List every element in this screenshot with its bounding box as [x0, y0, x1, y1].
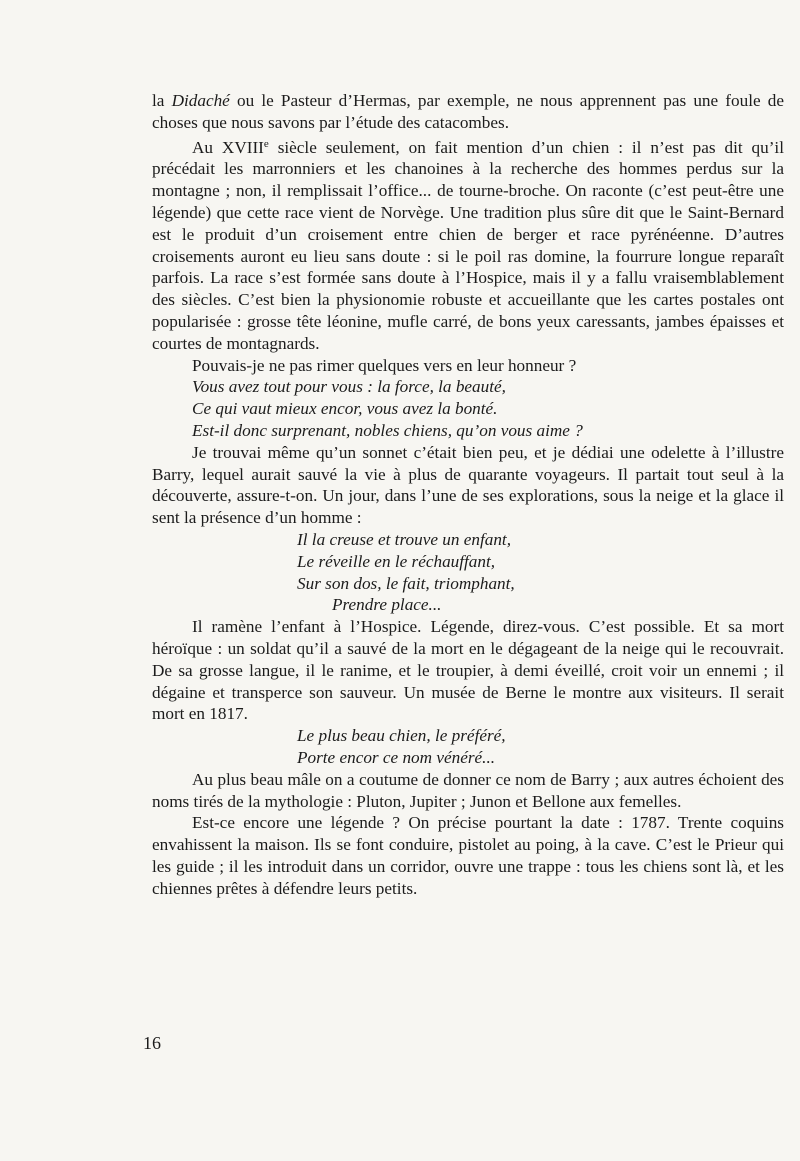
- paragraph-1: [152, 90, 784, 134]
- verse-block-3: [152, 725, 784, 769]
- paragraph-2: [152, 134, 784, 355]
- verse-block-1: [152, 376, 784, 441]
- p2-rest: siècle seulement, on fait mention d’un chien : il n’est pas dit qu’il précédait les marronniers et les chanoines à la recherche des hommes perdus sur la montagne ; non, il remplissait l’office... de tourne-broche. On raconte (c’est peut-être une légende) que cette race vient de Norvège. Une tradition plus sûre dit que le Saint-Bernard est le produit d’un croisement entre chien de berger et race pyrénéenne. D’autres croisements auront eu lieu sans doute : si le poil ras domine, la fourrure longue reparaît parfois. La race s’est formée sans doute à l’Hospice, mais il y a fallu vraisemblablement des siècles. C’est bien la physionomie robuste et accueillante que les cartes postales ont popularisée : grosse tête léonine, mufle carré, de bons yeux caressants, jambes épaisses et courtes de montagnards.: [152, 137, 784, 353]
- p1-title-italic: Didaché: [171, 91, 230, 110]
- paragraph-4: Je trouvai même qu’un sonnet c’était bien peu, et je dédiai une odelette à l’illustre Barry, lequel aurait sauvé la vie à plus de quarante voyageurs. Il partait tout seul à la découverte, assure-t-on. Un jour, dans l’une de ses explorations, sous la neige et la glace il sent la présence d’un homme :: [152, 442, 784, 528]
- paragraph-6: Au plus beau mâle on a coutume de donner ce nom de Barry ; aux autres échoient des noms tirés de la mythologie : Pluton, Jupiter ; Junon et Bellone aux femelles.: [152, 769, 784, 811]
- paragraph-5: Il ramène l’enfant à l’Hospice. Légende, direz-vous. C’est possible. Et sa mort héroïque : un soldat qu’il a sauvé de la mort en le dégageant de la neige qui le recouvrait. De sa grosse langue, il le ranime, et le troupier, à demi éveillé, croit voir un ennemi ; il dégaine et transperce son sauveur. Un musée de Berne le montre aux visiteurs. Il serait mort en 1817.: [152, 617, 784, 724]
- verse-line: Il la creuse et trouve un enfant,: [297, 529, 511, 549]
- page-number: 16: [143, 1033, 161, 1053]
- p1-rest: ou le Pasteur d’Hermas, par exemple, ne nous apprennent pas une foule de choses que nous savons par l’étude des catacombes.: [152, 91, 784, 132]
- verse-line: Prendre place...: [332, 595, 442, 615]
- paragraph-3: Pouvais-je ne pas rimer quelques vers en leur honneur ?: [192, 355, 577, 375]
- verse-line: Est-il donc surprenant, nobles chiens, qu’on vous aime ?: [192, 420, 583, 440]
- p1-lead: la: [152, 91, 172, 110]
- p2-lead: Au XVIII: [192, 137, 264, 157]
- verse-line: Vous avez tout pour vous : la force, la beauté,: [192, 377, 506, 397]
- body-text: [152, 90, 784, 899]
- paragraph-7: Est-ce encore une légende ? On précise pourtant la date : 1787. Trente coquins envahissent la maison. Ils se font conduire, pistolet au poing, à la cave. C’est le Prieur qui les guide ; il les introduit dans un corridor, ouvre une trappe : tous les chiens sont là, et les chiennes prêtes à défendre leurs petits.: [152, 813, 784, 898]
- verse-line: Sur son dos, le fait, triomphant,: [297, 573, 515, 593]
- verse-line: Le réveille en le réchauffant,: [297, 551, 496, 571]
- verse-block-2: [152, 529, 784, 616]
- verse-line: Ce qui vaut mieux encor, vous avez la bonté.: [192, 399, 498, 419]
- p2-superscript: e: [263, 137, 269, 150]
- verse-line: Porte encor ce nom vénéré...: [297, 747, 496, 767]
- verse-line: Le plus beau chien, le préféré,: [297, 726, 506, 746]
